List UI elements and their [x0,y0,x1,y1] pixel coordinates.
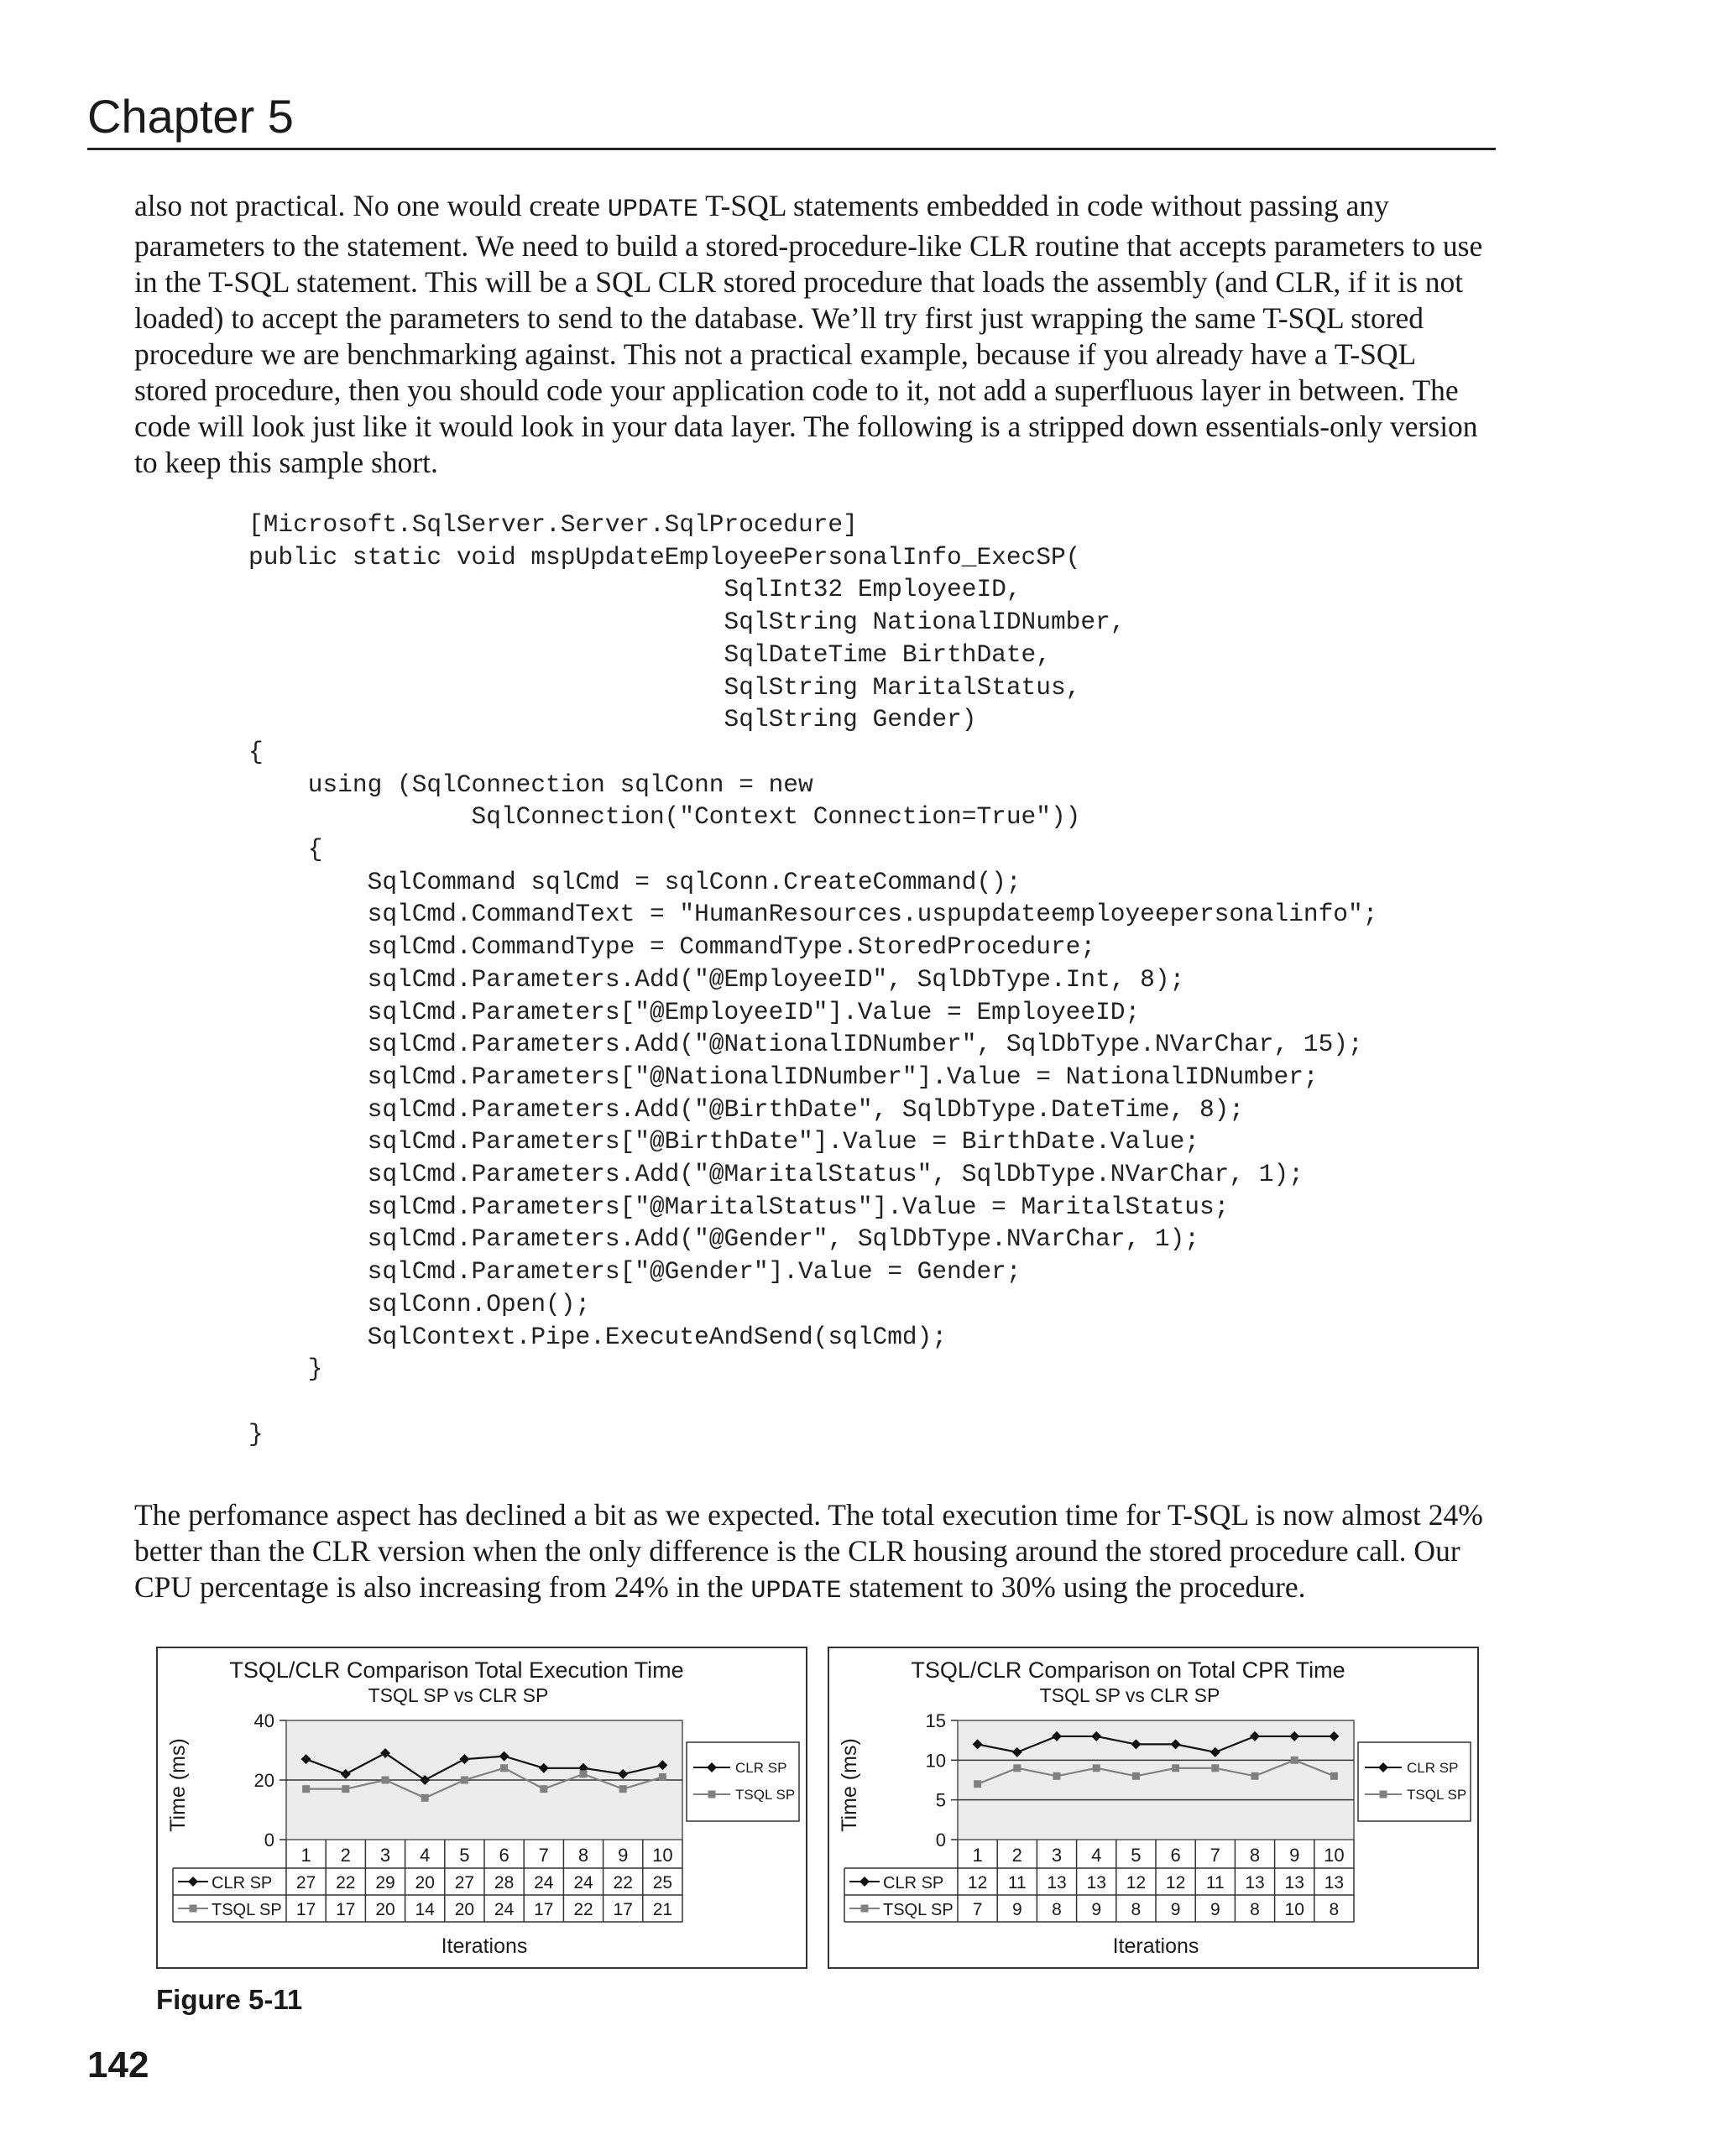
y-axis-label: Time (ms) [166,1738,190,1832]
performance-paragraph: The perfomance aspect has declined a bit as we expected. The total execution time for T-SQL is now almost 24% better than the CLR version when the only difference is the CLR housing around the stored procedure call. Our CPU percentage is also increasing from 24% in the UPDATE statement to 30% using the procedure. [134,1498,1483,1605]
category-label: 1 [300,1845,311,1866]
data-table-value: 11 [1205,1873,1225,1892]
data-table-value: 22 [613,1873,633,1892]
data-point [500,1764,508,1772]
data-table-value: 8 [1131,1900,1142,1919]
data-table-value: 22 [573,1900,593,1919]
intro-paragraph: also not practical. No one would create UPDATE T-SQL statements embedded in code without passing any parameters to the statement. We need to build a stored-procedure-like CLR routine that accepts parameters to use in the T-SQL statement. This will be a SQL CLR stored procedure that loads the assembly (and CLR, if it is not loaded) to accept the parameters to send to the database. We’ll try first just wrapping the same T-SQL stored procedure we are benchmarking against. This not a practical example, because if you already have a T-SQL stored procedure, then you should code your application code to it, not add a superfluous layer in between. The code will look just like it would look in your data layer. The following is a stripped down essentials-only version to keep this sample short. [134,189,1483,479]
chart-cpu-time [828,1647,1479,1969]
legend-label: TSQL SP [1407,1787,1467,1803]
data-point [540,1785,547,1793]
x-axis-label: Iterations [1112,1934,1199,1958]
y-tick-label: 0 [264,1830,274,1851]
table-key-marker [861,1905,869,1913]
figure-caption: Figure 5-11 [156,1984,303,2015]
chart-title: TSQL/CLR Comparison Total Execution Time [229,1657,684,1683]
category-label: 4 [420,1845,431,1866]
category-label: 10 [652,1845,673,1866]
category-label: 8 [577,1845,589,1866]
chapter-title: Chapter 5 [87,90,294,143]
data-point [461,1777,468,1784]
data-point [974,1780,981,1788]
data-table-value: 8 [1052,1900,1062,1919]
y-tick-label: 15 [925,1710,946,1731]
data-table-value: 29 [375,1873,395,1892]
x-axis-label: Iterations [441,1934,528,1958]
y-tick-label: 40 [253,1710,274,1731]
category-label: 1 [972,1845,983,1866]
data-table-value: 9 [1210,1900,1220,1919]
data-table-value: 13 [1086,1873,1106,1892]
y-tick-label: 20 [253,1770,274,1791]
data-table-series-label: CLR SP [883,1874,944,1892]
chart-execution-time [156,1647,807,1969]
data-table-value: 24 [494,1900,515,1919]
data-table-value: 8 [1250,1900,1260,1919]
inline-code: UPDATE [607,196,698,224]
chart-subtitle: TSQL SP vs CLR SP [1039,1684,1220,1706]
data-table-series-label: CLR SP [212,1874,273,1892]
legend-label: CLR SP [735,1760,787,1776]
inline-code: UPDATE [750,1577,842,1605]
data-table-value: 25 [652,1873,673,1892]
data-table-value: 17 [295,1900,316,1919]
chart-svg [829,1648,1477,1967]
category-label: 6 [1170,1845,1181,1866]
category-label: 7 [538,1845,549,1866]
data-point [619,1785,627,1793]
chapter-header [87,86,1496,150]
data-table-value: 13 [1245,1873,1265,1892]
legend-label: CLR SP [1407,1760,1459,1776]
data-table-value: 9 [1011,1900,1022,1919]
data-point [1053,1772,1061,1780]
data-table-value: 21 [652,1900,673,1919]
data-table-value: 12 [1165,1873,1186,1892]
chart-subtitle: TSQL SP vs CLR SP [368,1684,549,1706]
data-table-value: 27 [454,1873,475,1892]
category-label: 7 [1210,1845,1220,1866]
data-point [421,1794,429,1802]
category-label: 5 [459,1845,470,1866]
category-label: 8 [1249,1845,1261,1866]
data-table-value: 12 [1126,1873,1147,1892]
data-point [1291,1757,1298,1764]
data-table-value: 17 [336,1900,356,1919]
data-table-value: 22 [336,1873,356,1892]
category-label: 9 [1289,1845,1300,1866]
data-point [659,1773,666,1781]
data-table-value: 9 [1091,1900,1102,1919]
legend-box [687,1742,799,1821]
data-point [1330,1772,1338,1780]
data-table-value: 13 [1047,1873,1067,1892]
table-key-marker [190,1905,197,1913]
category-label: 3 [1051,1845,1063,1866]
data-table-value: 20 [375,1900,395,1919]
data-point [1013,1764,1021,1772]
data-table-value: 9 [1170,1900,1181,1919]
data-table-value: 20 [454,1900,475,1919]
category-label: 4 [1091,1845,1102,1866]
data-point [1211,1764,1219,1772]
legend-box [1358,1742,1471,1821]
y-tick-label: 5 [935,1789,946,1811]
data-table-value: 24 [534,1873,554,1892]
data-point [1093,1764,1100,1772]
y-axis-label: Time (ms) [838,1738,861,1832]
category-label: 3 [379,1845,391,1866]
chart-svg [158,1648,806,1967]
data-point [302,1785,310,1793]
data-table-value: 12 [967,1873,988,1892]
data-table-value: 10 [1284,1900,1304,1919]
chart-title: TSQL/CLR Comparison on Total CPR Time [911,1657,1345,1683]
category-label: 9 [618,1845,629,1866]
data-point [1251,1772,1259,1780]
legend-marker [708,1791,716,1798]
y-tick-label: 0 [935,1830,946,1851]
legend-label: TSQL SP [735,1787,796,1803]
data-table-value: 17 [613,1900,633,1919]
data-table-value: 17 [534,1900,554,1919]
data-table-value: 28 [494,1873,515,1892]
data-table-value: 11 [1007,1873,1027,1892]
data-table-value: 27 [295,1873,316,1892]
data-table-value: 8 [1329,1900,1340,1919]
legend-marker [1380,1791,1387,1798]
data-table-value: 20 [415,1873,435,1892]
category-label: 2 [340,1845,351,1866]
data-table-value: 13 [1284,1873,1304,1892]
code-listing: [Microsoft.SqlServer.Server.SqlProcedure] public static void mspUpdateEmployeePersonalInfo_ExecSP( SqlInt32 EmployeeID, SqlString NationalIDNumber, SqlDateTime BirthDate, SqlString MaritalStatus, SqlString Gender) { using (SqlConnection sqlConn = new SqlConnection("Context Connection=True")) { SqlCommand sqlCmd = sqlConn.CreateCommand(); sqlCmd.CommandText = "HumanResources.uspupdateemployeepersonalinfo"; sqlCmd.CommandType = CommandType.StoredProcedure; sqlCmd.Parameters.Add("@EmployeeID", SqlDbType.Int, 8); sqlCmd.Parameters["@EmployeeID"].Value = EmployeeID; sqlCmd.Parameters.Add("@NationalIDNumber", SqlDbType.NVarChar, 15); sqlCmd.Parameters["@NationalIDNumber"].Value = NationalIDNumber; sqlCmd.Parameters.Add("@BirthDate", SqlDbType.DateTime, 8); sqlCmd.Parameters["@BirthDate"].Value = BirthDate.Value; sqlCmd.Parameters.Add("@MaritalStatus", SqlDbType.NVarChar, 1); sqlCmd.Parameters["@MaritalStatus"].Value = MaritalStatus; sqlCmd.Parameters.Add("@Gender", SqlDbType.NVarChar, 1); sqlCmd.Parameters["@Gender"].Value = Gender; sqlConn.Open(); SqlContext.Pipe.ExecuteAndSend(sqlCmd); } } [248,510,1378,1449]
data-point [1132,1772,1140,1780]
y-tick-label: 10 [925,1750,946,1772]
data-point [580,1770,588,1778]
data-table-value: 13 [1324,1873,1345,1892]
data-table-value: 7 [972,1900,983,1919]
category-label: 10 [1324,1845,1345,1866]
data-table-value: 24 [573,1873,593,1892]
data-table-series-label: TSQL SP [212,1901,282,1919]
data-point [1172,1764,1179,1772]
data-point [382,1777,389,1784]
table-key-marker [860,1877,870,1887]
data-point [342,1785,349,1793]
category-label: 2 [1011,1845,1022,1866]
page-number: 142 [87,2044,149,2086]
data-table-value: 14 [415,1900,435,1919]
category-label: 5 [1131,1845,1142,1866]
category-label: 6 [499,1845,509,1866]
data-table-series-label: TSQL SP [883,1901,954,1919]
table-key-marker [188,1877,198,1887]
